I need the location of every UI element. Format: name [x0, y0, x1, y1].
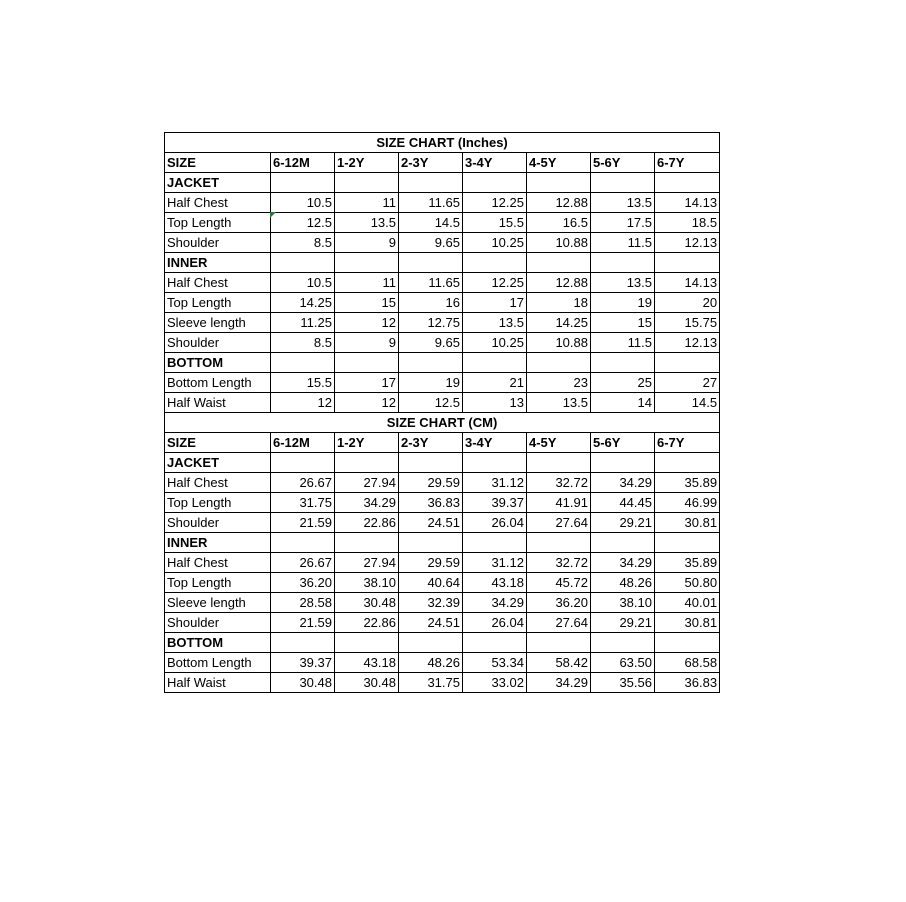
size-column-header: 4-5Y: [527, 153, 591, 173]
measurement-value: 27.64: [527, 613, 591, 633]
measurement-value: 13.5: [463, 313, 527, 333]
measurement-value: 11.5: [591, 333, 655, 353]
inches-chart-title: SIZE CHART (Inches): [165, 133, 720, 153]
measurement-value: 11: [335, 273, 399, 293]
section-row: [165, 173, 720, 193]
empty-cell: [399, 453, 463, 473]
measurement-value: 9.65: [399, 333, 463, 353]
measurement-label: Shoulder: [165, 333, 271, 353]
measurement-label: Top Length: [165, 493, 271, 513]
measurement-value: 58.42: [527, 653, 591, 673]
measurement-label: Sleeve length: [165, 313, 271, 333]
measurement-value: 12.88: [527, 273, 591, 293]
measurement-label: Half Chest: [165, 193, 271, 213]
measurement-label: Shoulder: [165, 613, 271, 633]
empty-cell: [463, 633, 527, 653]
empty-cell: [527, 533, 591, 553]
empty-cell: [591, 253, 655, 273]
measurement-value: 29.59: [399, 553, 463, 573]
table-row: [165, 373, 720, 393]
measurement-value: 27.64: [527, 513, 591, 533]
measurement-value: 27.94: [335, 553, 399, 573]
measurement-value: 36.20: [527, 593, 591, 613]
measurement-label: Sleeve length: [165, 593, 271, 613]
table-row: [165, 313, 720, 333]
measurement-value: 26.04: [463, 613, 527, 633]
measurement-value: 13.5: [335, 213, 399, 233]
measurement-value: 44.45: [591, 493, 655, 513]
empty-cell: [335, 533, 399, 553]
measurement-value: 35.89: [655, 553, 720, 573]
measurement-value: 12.13: [655, 233, 720, 253]
measurement-value: 26.67: [271, 553, 335, 573]
section-heading: INNER: [165, 253, 271, 273]
table-row: [165, 473, 720, 493]
measurement-value: 36.20: [271, 573, 335, 593]
empty-cell: [527, 633, 591, 653]
measurement-value: 13.5: [527, 393, 591, 413]
measurement-label: Half Chest: [165, 273, 271, 293]
measurement-value: 25: [591, 373, 655, 393]
cell-comment-marker: [270, 212, 276, 218]
empty-cell: [271, 253, 335, 273]
measurement-value: 13.5: [591, 193, 655, 213]
measurement-value: 38.10: [591, 593, 655, 613]
measurement-value: 34.29: [335, 493, 399, 513]
measurement-value: 15.5: [271, 373, 335, 393]
measurement-value: 12: [335, 313, 399, 333]
measurement-value: 10.5: [271, 193, 335, 213]
empty-cell: [463, 173, 527, 193]
cm-chart-title: SIZE CHART (CM): [165, 413, 720, 433]
section-row: [165, 253, 720, 273]
table-row: [165, 293, 720, 313]
measurement-value: 35.89: [655, 473, 720, 493]
measurement-value: 43.18: [463, 573, 527, 593]
table-row: [165, 233, 720, 253]
measurement-value: 10.5: [271, 273, 335, 293]
measurement-value: 30.81: [655, 513, 720, 533]
measurement-value: 24.51: [399, 513, 463, 533]
empty-cell: [335, 173, 399, 193]
measurement-value: 32.72: [527, 553, 591, 573]
measurement-value: 29.21: [591, 513, 655, 533]
measurement-value: 10.25: [463, 233, 527, 253]
table-row: [165, 653, 720, 673]
measurement-value: 26.04: [463, 513, 527, 533]
empty-cell: [335, 633, 399, 653]
measurement-value: 10.88: [527, 233, 591, 253]
measurement-value: 29.21: [591, 613, 655, 633]
measurement-value: 46.99: [655, 493, 720, 513]
section-row: [165, 633, 720, 653]
measurement-value: 33.02: [463, 673, 527, 693]
measurement-value: 14.13: [655, 273, 720, 293]
table-row: [165, 553, 720, 573]
measurement-value: 11.5: [591, 233, 655, 253]
size-header: SIZE: [165, 433, 271, 453]
empty-cell: [655, 533, 720, 553]
empty-cell: [463, 533, 527, 553]
empty-cell: [271, 633, 335, 653]
measurement-value: 12.25: [463, 273, 527, 293]
measurement-value: 31.12: [463, 553, 527, 573]
measurement-value: 30.48: [335, 593, 399, 613]
section-heading: BOTTOM: [165, 633, 271, 653]
empty-cell: [655, 453, 720, 473]
measurement-value: 15: [335, 293, 399, 313]
measurement-value: 19: [591, 293, 655, 313]
empty-cell: [463, 453, 527, 473]
measurement-value: 41.91: [527, 493, 591, 513]
measurement-value: 18: [527, 293, 591, 313]
measurement-label: Top Length: [165, 573, 271, 593]
measurement-value: 53.34: [463, 653, 527, 673]
empty-cell: [591, 353, 655, 373]
measurement-value: 22.86: [335, 613, 399, 633]
empty-cell: [655, 353, 720, 373]
size-chart-table: [164, 132, 720, 693]
measurement-value: 10.88: [527, 333, 591, 353]
measurement-value: 34.29: [527, 673, 591, 693]
section-heading: BOTTOM: [165, 353, 271, 373]
empty-cell: [655, 173, 720, 193]
size-column-header: 1-2Y: [335, 433, 399, 453]
section-row: [165, 353, 720, 373]
measurement-value: 48.26: [591, 573, 655, 593]
measurement-value: 34.29: [591, 553, 655, 573]
empty-cell: [591, 173, 655, 193]
size-column-header: 2-3Y: [399, 153, 463, 173]
measurement-value: 12.5: [399, 393, 463, 413]
measurement-value: 21: [463, 373, 527, 393]
empty-cell: [591, 453, 655, 473]
measurement-value: 12.25: [463, 193, 527, 213]
measurement-value: 12.13: [655, 333, 720, 353]
table-row: [165, 673, 720, 693]
measurement-value: 13.5: [591, 273, 655, 293]
measurement-value: 11: [335, 193, 399, 213]
measurement-value: 20: [655, 293, 720, 313]
measurement-value: 21.59: [271, 513, 335, 533]
empty-cell: [527, 173, 591, 193]
measurement-value: 12: [271, 393, 335, 413]
measurement-value: 15: [591, 313, 655, 333]
empty-cell: [655, 633, 720, 653]
measurement-value: 36.83: [399, 493, 463, 513]
section-row: [165, 533, 720, 553]
empty-cell: [335, 353, 399, 373]
measurement-value: 27: [655, 373, 720, 393]
measurement-label: Half Chest: [165, 553, 271, 573]
empty-cell: [399, 353, 463, 373]
measurement-value: 31.12: [463, 473, 527, 493]
measurement-value: 36.83: [655, 673, 720, 693]
measurement-value: 30.81: [655, 613, 720, 633]
measurement-value: 11.25: [271, 313, 335, 333]
empty-cell: [271, 353, 335, 373]
size-column-header: 3-4Y: [463, 153, 527, 173]
measurement-value: 23: [527, 373, 591, 393]
measurement-value: 11.65: [399, 193, 463, 213]
empty-cell: [463, 253, 527, 273]
measurement-value: 40.64: [399, 573, 463, 593]
measurement-label: Half Waist: [165, 673, 271, 693]
empty-cell: [527, 253, 591, 273]
table-row: [165, 333, 720, 353]
measurement-value: 30.48: [335, 673, 399, 693]
measurement-value: 31.75: [271, 493, 335, 513]
empty-cell: [591, 633, 655, 653]
measurement-value: 32.72: [527, 473, 591, 493]
empty-cell: [399, 633, 463, 653]
measurement-value: 13: [463, 393, 527, 413]
measurement-value: 24.51: [399, 613, 463, 633]
measurement-value: 8.5: [271, 233, 335, 253]
empty-cell: [655, 253, 720, 273]
measurement-value: 39.37: [271, 653, 335, 673]
measurement-value: 50.80: [655, 573, 720, 593]
cm-title-row: [165, 413, 720, 433]
size-column-header: 6-12M: [271, 433, 335, 453]
measurement-value: 32.39: [399, 593, 463, 613]
measurement-value: 9: [335, 233, 399, 253]
empty-cell: [335, 253, 399, 273]
measurement-label: Shoulder: [165, 233, 271, 253]
empty-cell: [399, 173, 463, 193]
measurement-value: 12.75: [399, 313, 463, 333]
empty-cell: [527, 453, 591, 473]
measurement-value: 19: [399, 373, 463, 393]
measurement-value: 30.48: [271, 673, 335, 693]
size-column-header: 6-7Y: [655, 433, 720, 453]
measurement-value: 15.75: [655, 313, 720, 333]
size-column-header: 5-6Y: [591, 153, 655, 173]
inches-title-row: [165, 133, 720, 153]
empty-cell: [271, 533, 335, 553]
measurement-label: Shoulder: [165, 513, 271, 533]
measurement-label: Top Length: [165, 293, 271, 313]
measurement-value: 68.58: [655, 653, 720, 673]
measurement-value: 15.5: [463, 213, 527, 233]
size-column-header: 5-6Y: [591, 433, 655, 453]
size-column-header: 3-4Y: [463, 433, 527, 453]
measurement-value: 38.10: [335, 573, 399, 593]
section-heading: INNER: [165, 533, 271, 553]
empty-cell: [399, 533, 463, 553]
measurement-value: 8.5: [271, 333, 335, 353]
measurement-value: 14.25: [527, 313, 591, 333]
table-row: [165, 193, 720, 213]
measurement-value: 35.56: [591, 673, 655, 693]
table-row: [165, 273, 720, 293]
measurement-value: 43.18: [335, 653, 399, 673]
inches-header-row: [165, 153, 720, 173]
measurement-value: 12.88: [527, 193, 591, 213]
measurement-value: 28.58: [271, 593, 335, 613]
measurement-label: Half Waist: [165, 393, 271, 413]
size-chart-sheet: [164, 132, 720, 693]
measurement-value: 9.65: [399, 233, 463, 253]
measurement-value: 40.01: [655, 593, 720, 613]
size-column-header: 1-2Y: [335, 153, 399, 173]
measurement-value: 18.5: [655, 213, 720, 233]
empty-cell: [463, 353, 527, 373]
measurement-value: 14: [591, 393, 655, 413]
size-column-header: 6-7Y: [655, 153, 720, 173]
measurement-label: Half Chest: [165, 473, 271, 493]
empty-cell: [335, 453, 399, 473]
measurement-value: 22.86: [335, 513, 399, 533]
empty-cell: [591, 533, 655, 553]
measurement-value: 29.59: [399, 473, 463, 493]
table-row: [165, 493, 720, 513]
section-heading: JACKET: [165, 453, 271, 473]
measurement-value: 27.94: [335, 473, 399, 493]
measurement-value: 16: [399, 293, 463, 313]
measurement-value: 26.67: [271, 473, 335, 493]
measurement-value: 48.26: [399, 653, 463, 673]
section-heading: JACKET: [165, 173, 271, 193]
table-row: [165, 213, 720, 233]
size-column-header: 4-5Y: [527, 433, 591, 453]
measurement-value: 12.5: [271, 213, 335, 233]
measurement-label: Bottom Length: [165, 373, 271, 393]
table-row: [165, 513, 720, 533]
cm-header-row: [165, 433, 720, 453]
measurement-value: 34.29: [463, 593, 527, 613]
measurement-value: 34.29: [591, 473, 655, 493]
table-row: [165, 573, 720, 593]
measurement-value: 12: [335, 393, 399, 413]
empty-cell: [399, 253, 463, 273]
table-row: [165, 613, 720, 633]
section-row: [165, 453, 720, 473]
measurement-value: 17: [335, 373, 399, 393]
measurement-value: 14.13: [655, 193, 720, 213]
measurement-label: Bottom Length: [165, 653, 271, 673]
measurement-value: 21.59: [271, 613, 335, 633]
empty-cell: [271, 173, 335, 193]
measurement-value: 9: [335, 333, 399, 353]
size-header: SIZE: [165, 153, 271, 173]
size-column-header: 2-3Y: [399, 433, 463, 453]
measurement-value: 45.72: [527, 573, 591, 593]
empty-cell: [527, 353, 591, 373]
empty-cell: [271, 453, 335, 473]
measurement-value: 17: [463, 293, 527, 313]
measurement-label: Top Length: [165, 213, 271, 233]
table-row: [165, 393, 720, 413]
size-column-header: 6-12M: [271, 153, 335, 173]
table-row: [165, 593, 720, 613]
measurement-value: 63.50: [591, 653, 655, 673]
measurement-value: 10.25: [463, 333, 527, 353]
measurement-value: 11.65: [399, 273, 463, 293]
measurement-value: 14.25: [271, 293, 335, 313]
measurement-value: 16.5: [527, 213, 591, 233]
measurement-value: 31.75: [399, 673, 463, 693]
measurement-value: 39.37: [463, 493, 527, 513]
measurement-value: 17.5: [591, 213, 655, 233]
measurement-value: 14.5: [399, 213, 463, 233]
measurement-value: 14.5: [655, 393, 720, 413]
